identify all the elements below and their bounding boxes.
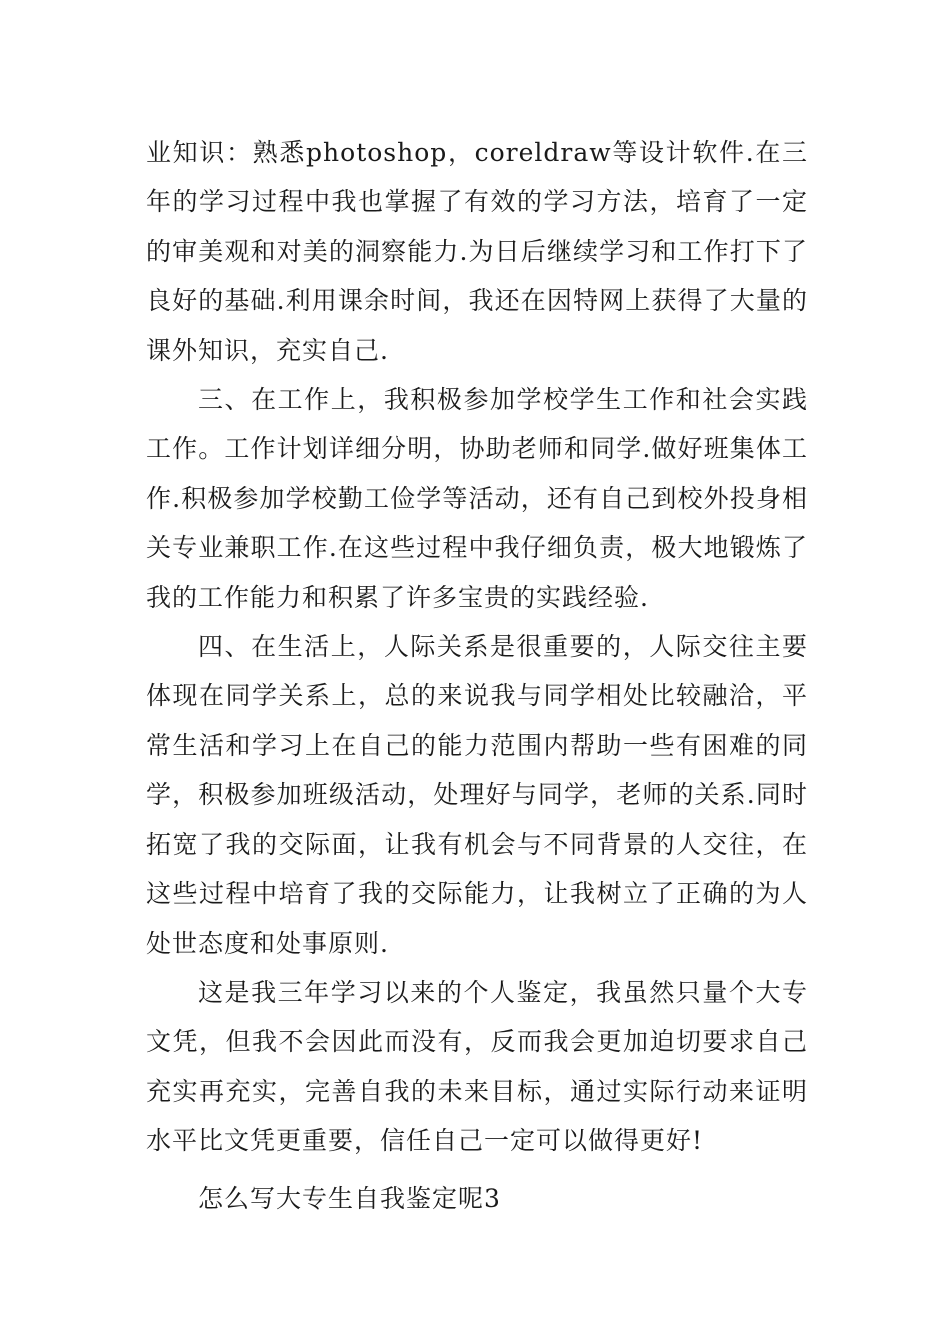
paragraph-work: 三、在工作上，我积极参加学校学生工作和社会实践工作。工作计划详细分明，协助老师和同学.做好班集体工作.积极参加学校勤工俭学等活动，还有自己到校外投身相关专业兼职工作.在这些过程中我仔细负责，极大地锻炼了我的工作能力和积累了许多宝贵的实践经验. — [146, 385, 808, 612]
paragraph-conclusion: 这是我三年学习以来的个人鉴定，我虽然只量个大专文凭，但我不会因此而没有，反而我会更加迫切要求自己充实再充实，完善自我的未来目标，通过实际行动来证明水平比文凭更重要，信任自己一定可以做得更好! — [146, 977, 808, 1156]
section-heading: 怎么写大专生自我鉴定呢3 — [198, 1183, 501, 1213]
document-body — [146, 128, 808, 1223]
paragraph-skills: 业知识：熟悉photoshop，coreldraw等设计软件.在三年的学习过程中我也掌握了有效的学习方法，培育了一定的审美观和对美的洞察能力.为日后继续学习和工作打下了良好的基础.利用课余时间，我还在因特网上获得了大量的课外知识，充实自己. — [146, 138, 808, 365]
paragraph-life: 四、在生活上，人际关系是很重要的，人际交往主要体现在同学关系上，总的来说我与同学相处比较融洽，平常生活和学习上在自己的能力范围内帮助一些有困难的同学，积极参加班级活动，处理好与同学，老师的关系.同时拓宽了我的交际面，让我有机会与不同背景的人交往，在这些过程中培育了我的交际能力，让我树立了正确的为人处世态度和处事原则. — [146, 632, 808, 958]
